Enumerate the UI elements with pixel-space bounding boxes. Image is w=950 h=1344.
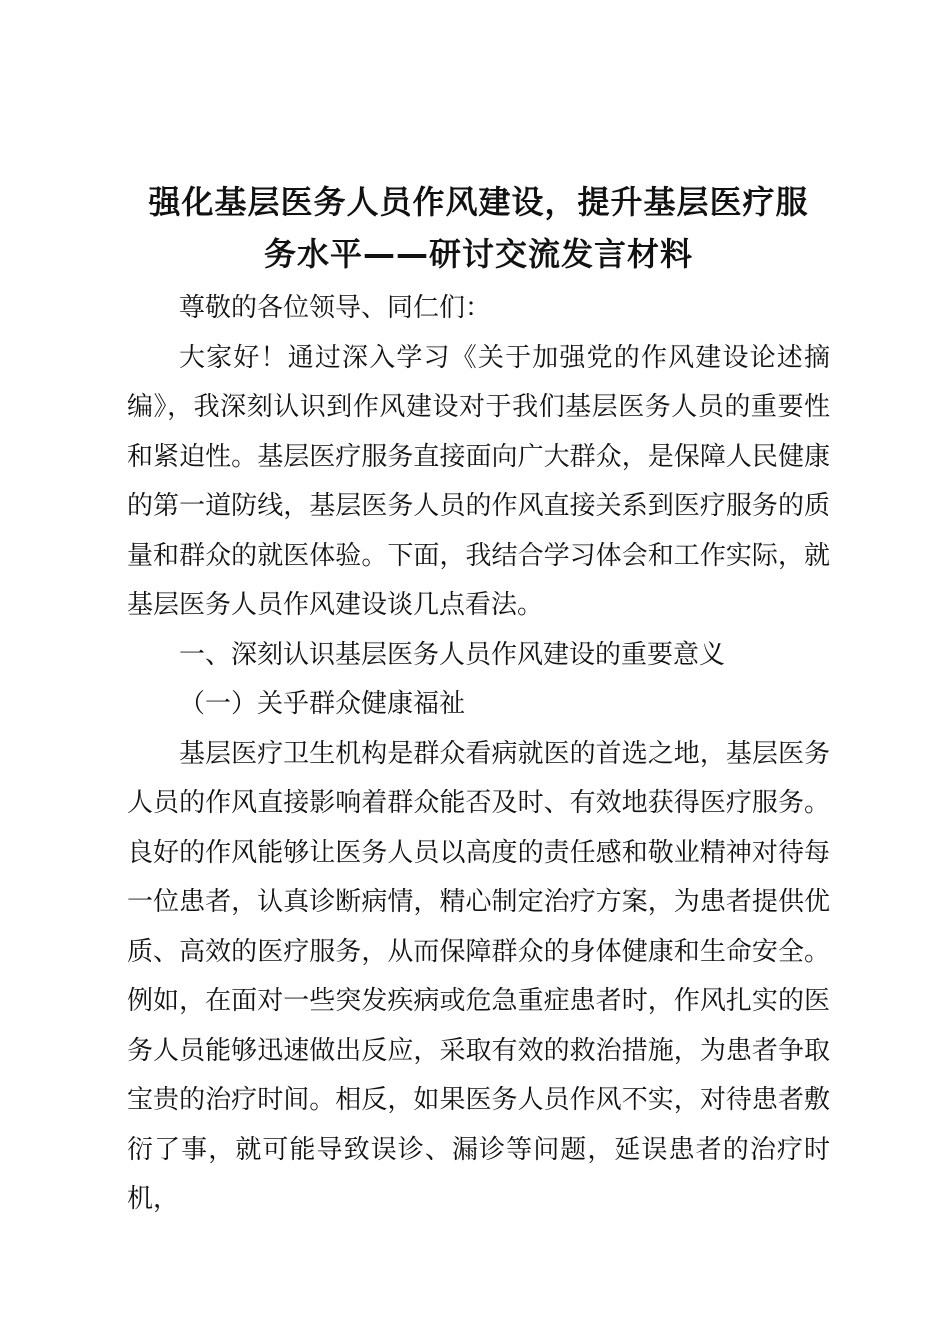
intro-paragraph: 大家好！通过深入学习《关于加强党的作风建设论述摘编》，我深刻认识到作风建设对于我们基层医务人员的重要性和紧迫性。基层医疗服务直接面向广大群众，是保障人民健康的第一道防线，基层医务人员的作风直接关系到医疗服务的质量和群众的就医体验。下面，我结合学习体会和工作实际，就基层医务人员作风建设谈几点看法。 [127,342,830,620]
document-title [127,176,830,280]
section-heading: 一、深刻认识基层医务人员作风建设的重要意义 [179,639,726,670]
subsection-heading: （一）关乎群众健康福祉 [179,689,466,719]
title-line-1: 强化基层医务人员作风建设，提升基层医疗服 [148,183,809,221]
document-body [127,176,830,1225]
body-paragraph: 基层医疗卫生机构是群众看病就医的首选之地，基层医务人员的作风直接影响着群众能否及时、有效地获得医疗服务。良好的作风能够让医务人员以高度的责任感和敬业精神对待每一位患者，认真诊断病情，精心制定治疗方案，为患者提供优质、高效的医疗服务，从而保障群众的身体健康和生命安全。例如，在面对一些突发疾病或危急重症患者时，作风扎实的医务人员能够迅速做出反应，采取有效的救治措施，为患者争取宝贵的治疗时间。相反，如果医务人员作风不实，对待患者敷衍了事，就可能导致误诊、漏诊等问题，延误患者的治疗时机， [127,738,830,1214]
title-line-2: 务水平——研讨交流发言材料 [263,235,693,273]
salutation: 尊敬的各位领导、同仁们： [179,293,492,323]
